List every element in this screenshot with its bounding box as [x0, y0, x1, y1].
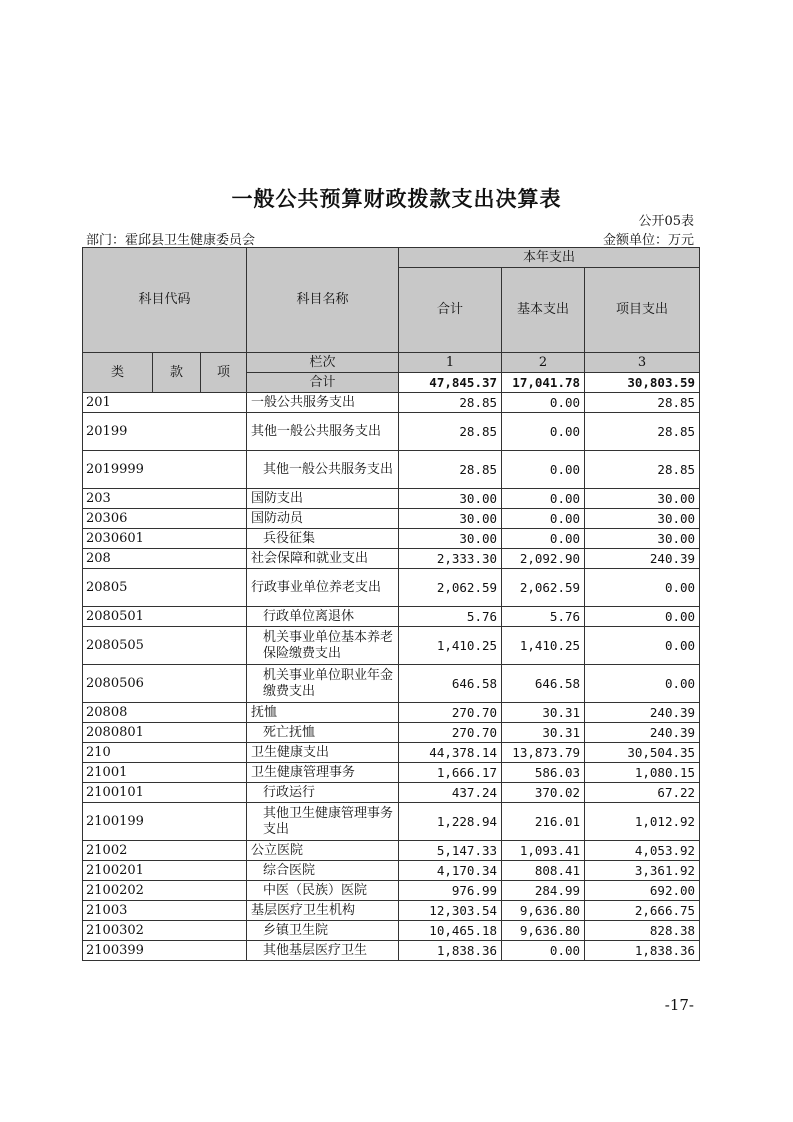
table-row — [83, 763, 700, 783]
row-code: 20199 — [83, 413, 247, 451]
row-basic: 0.00 — [502, 413, 585, 451]
header-col1: 1 — [399, 353, 502, 373]
row-project: 30.00 — [585, 529, 700, 549]
row-total: 976.99 — [399, 881, 502, 901]
row-total: 4,170.34 — [399, 861, 502, 881]
table-row — [83, 803, 700, 841]
row-name: 其他基层医疗卫生 — [247, 941, 399, 961]
row-total: 5,147.33 — [399, 841, 502, 861]
row-basic: 0.00 — [502, 393, 585, 413]
row-name: 中医（民族）医院 — [247, 881, 399, 901]
row-code: 2080505 — [83, 627, 247, 665]
row-project: 4,053.92 — [585, 841, 700, 861]
table-row — [83, 549, 700, 569]
row-total: 1,228.94 — [399, 803, 502, 841]
table-row — [83, 451, 700, 489]
table-row — [83, 881, 700, 901]
table-number: 公开05表 — [638, 214, 694, 229]
row-code: 2100302 — [83, 921, 247, 941]
row-total: 5.76 — [399, 607, 502, 627]
row-project: 30.00 — [585, 489, 700, 509]
row-project: 240.39 — [585, 703, 700, 723]
row-project: 2,666.75 — [585, 901, 700, 921]
table-row — [83, 703, 700, 723]
row-basic: 1,093.41 — [502, 841, 585, 861]
row-basic: 30.31 — [502, 723, 585, 743]
row-total: 2,333.30 — [399, 549, 502, 569]
row-name: 基层医疗卫生机构 — [247, 901, 399, 921]
row-basic: 1,410.25 — [502, 627, 585, 665]
row-total: 12,303.54 — [399, 901, 502, 921]
row-project: 0.00 — [585, 627, 700, 665]
row-basic: 9,636.80 — [502, 901, 585, 921]
header-col2: 2 — [502, 353, 585, 373]
row-total: 28.85 — [399, 451, 502, 489]
row-basic: 370.02 — [502, 783, 585, 803]
table-row — [83, 665, 700, 703]
row-code: 2080801 — [83, 723, 247, 743]
row-code: 20306 — [83, 509, 247, 529]
header-lanci: 栏次 — [247, 353, 399, 373]
row-total: 44,378.14 — [399, 743, 502, 763]
table-row — [83, 743, 700, 763]
row-total: 1,666.17 — [399, 763, 502, 783]
row-total: 1,838.36 — [399, 941, 502, 961]
table-row — [83, 627, 700, 665]
table-row — [83, 783, 700, 803]
row-project: 0.00 — [585, 569, 700, 607]
table-row — [83, 529, 700, 549]
table-row — [83, 861, 700, 881]
row-basic: 0.00 — [502, 489, 585, 509]
row-code: 2100399 — [83, 941, 247, 961]
row-basic: 284.99 — [502, 881, 585, 901]
header-basic: 基本支出 — [502, 268, 585, 353]
row-code: 2100199 — [83, 803, 247, 841]
page-number: -17- — [664, 996, 694, 1014]
row-project: 240.39 — [585, 723, 700, 743]
table-row — [83, 393, 700, 413]
row-basic: 9,636.80 — [502, 921, 585, 941]
table-row — [83, 413, 700, 451]
row-basic: 2,062.59 — [502, 569, 585, 607]
row-code: 201 — [83, 393, 247, 413]
header-name: 科目名称 — [247, 248, 399, 353]
row-name: 行政事业单位养老支出 — [247, 569, 399, 607]
row-project: 1,838.36 — [585, 941, 700, 961]
header-code: 科目代码 — [83, 248, 247, 353]
header-col3: 3 — [585, 353, 700, 373]
row-name: 卫生健康管理事务 — [247, 763, 399, 783]
row-name: 公立医院 — [247, 841, 399, 861]
header-xiang: 项 — [201, 353, 247, 393]
row-basic: 5.76 — [502, 607, 585, 627]
row-project: 3,361.92 — [585, 861, 700, 881]
header-kuan: 款 — [153, 353, 201, 393]
row-code: 2100101 — [83, 783, 247, 803]
row-code: 2080506 — [83, 665, 247, 703]
row-total: 28.85 — [399, 413, 502, 451]
row-name: 卫生健康支出 — [247, 743, 399, 763]
row-total: 646.58 — [399, 665, 502, 703]
department-label: 部门：霍邱县卫生健康委员会 — [86, 233, 256, 248]
row-code: 20808 — [83, 703, 247, 723]
row-code: 2019999 — [83, 451, 247, 489]
row-name: 机关事业单位职业年金缴费支出 — [247, 665, 399, 703]
table-row — [83, 921, 700, 941]
row-basic: 646.58 — [502, 665, 585, 703]
row-code: 210 — [83, 743, 247, 763]
row-basic: 0.00 — [502, 509, 585, 529]
header-project: 项目支出 — [585, 268, 700, 353]
row-code: 21001 — [83, 763, 247, 783]
table-row — [83, 901, 700, 921]
row-name: 其他一般公共服务支出 — [247, 451, 399, 489]
row-project: 692.00 — [585, 881, 700, 901]
row-project: 28.85 — [585, 393, 700, 413]
row-code: 2100202 — [83, 881, 247, 901]
row-name: 其他卫生健康管理事务支出 — [247, 803, 399, 841]
row-name: 一般公共服务支出 — [247, 393, 399, 413]
table-row — [83, 509, 700, 529]
row-total: 10,465.18 — [399, 921, 502, 941]
row-total: 270.70 — [399, 723, 502, 743]
row-name: 抚恤 — [247, 703, 399, 723]
row-basic: 13,873.79 — [502, 743, 585, 763]
row-basic: 2,092.90 — [502, 549, 585, 569]
row-project: 67.22 — [585, 783, 700, 803]
row-name: 其他一般公共服务支出 — [247, 413, 399, 451]
row-basic: 30.31 — [502, 703, 585, 723]
row-total: 28.85 — [399, 393, 502, 413]
header-total: 合计 — [399, 268, 502, 353]
table-row — [83, 569, 700, 607]
row-name: 国防动员 — [247, 509, 399, 529]
row-code: 2100201 — [83, 861, 247, 881]
row-project: 28.85 — [585, 413, 700, 451]
row-project: 240.39 — [585, 549, 700, 569]
row-name: 兵役征集 — [247, 529, 399, 549]
row-total: 30.00 — [399, 509, 502, 529]
row-code: 203 — [83, 489, 247, 509]
row-name: 死亡抚恤 — [247, 723, 399, 743]
summary-total: 47,845.37 — [399, 373, 502, 393]
row-name: 行政单位离退休 — [247, 607, 399, 627]
table-row — [83, 489, 700, 509]
row-total: 30.00 — [399, 529, 502, 549]
row-total: 437.24 — [399, 783, 502, 803]
row-name: 行政运行 — [247, 783, 399, 803]
row-project: 0.00 — [585, 665, 700, 703]
row-code: 208 — [83, 549, 247, 569]
unit-label: 金额单位：万元 — [602, 233, 694, 248]
table-row — [83, 607, 700, 627]
row-code: 2080501 — [83, 607, 247, 627]
header-lei: 类 — [83, 353, 153, 393]
row-project: 28.85 — [585, 451, 700, 489]
row-project: 828.38 — [585, 921, 700, 941]
row-project: 1,080.15 — [585, 763, 700, 783]
row-basic: 0.00 — [502, 529, 585, 549]
row-name: 社会保障和就业支出 — [247, 549, 399, 569]
row-basic: 216.01 — [502, 803, 585, 841]
header-current-year: 本年支出 — [399, 248, 700, 268]
row-total: 270.70 — [399, 703, 502, 723]
row-basic: 0.00 — [502, 941, 585, 961]
row-name: 机关事业单位基本养老保险缴费支出 — [247, 627, 399, 665]
table-row — [83, 841, 700, 861]
row-name: 综合医院 — [247, 861, 399, 881]
row-code: 21003 — [83, 901, 247, 921]
row-code: 21002 — [83, 841, 247, 861]
row-project: 0.00 — [585, 607, 700, 627]
row-code: 20805 — [83, 569, 247, 607]
row-project: 30,504.35 — [585, 743, 700, 763]
expenditure-table — [82, 247, 700, 961]
row-total: 2,062.59 — [399, 569, 502, 607]
page-title: 一般公共预算财政拨款支出决算表 — [231, 186, 562, 211]
table-row — [83, 723, 700, 743]
row-code: 2030601 — [83, 529, 247, 549]
summary-project: 30,803.59 — [585, 373, 700, 393]
row-project: 30.00 — [585, 509, 700, 529]
summary-basic: 17,041.78 — [502, 373, 585, 393]
row-project: 1,012.92 — [585, 803, 700, 841]
row-name: 乡镇卫生院 — [247, 921, 399, 941]
row-basic: 808.41 — [502, 861, 585, 881]
row-total: 30.00 — [399, 489, 502, 509]
row-basic: 0.00 — [502, 451, 585, 489]
summary-label: 合计 — [247, 373, 399, 393]
table-row — [83, 941, 700, 961]
row-basic: 586.03 — [502, 763, 585, 783]
row-total: 1,410.25 — [399, 627, 502, 665]
row-name: 国防支出 — [247, 489, 399, 509]
